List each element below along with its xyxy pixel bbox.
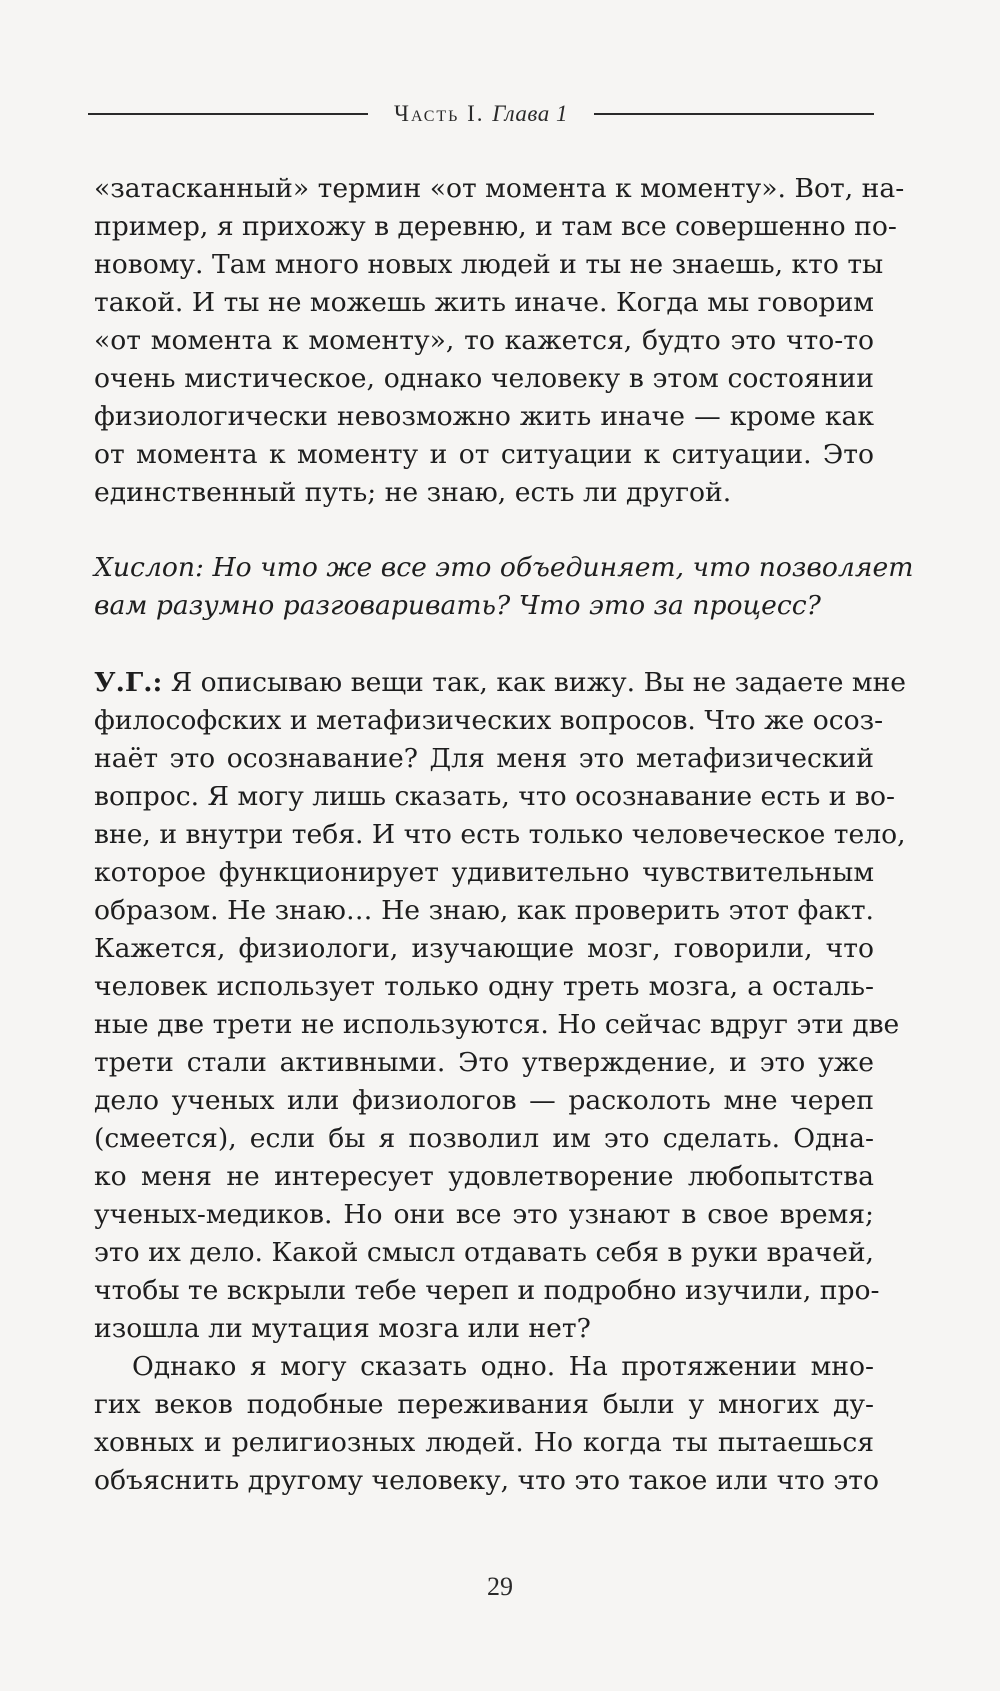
text-line: от момента к моменту и от ситуации к ситуации. Это	[94, 439, 874, 470]
header-rule-right	[594, 113, 874, 115]
speaker-label: У.Г.:	[94, 667, 163, 698]
text-line: ученых-медиков. Но они все это узнают в свое время;	[94, 1199, 874, 1230]
text-line: «от момента к моменту», то кажется, будто это что-то	[94, 325, 874, 356]
running-header	[88, 92, 874, 136]
text-line: физиологически невозможно жить иначе — кроме как	[94, 401, 874, 432]
text-line: единственный путь; не знаю, есть ли другой.	[94, 477, 732, 508]
text-line: «затасканный» термин «от момента к моменту». Вот, на-	[94, 173, 905, 204]
speaker-answer	[94, 664, 907, 1500]
header-part: Часть I.	[394, 101, 485, 126]
text-line: философских и метафизических вопросов. Что же осоз-	[94, 705, 884, 736]
page-number: 29	[487, 1572, 513, 1601]
interviewer-question	[94, 549, 914, 625]
text-line: ные две трети не используются. Но сейчас вдруг эти две	[94, 1009, 900, 1040]
text-line: образом. Не знаю… Не знаю, как проверить этот факт.	[94, 895, 874, 926]
paragraph-continuation	[94, 170, 905, 512]
text-line: пример, я прихожу в деревню, и там все совершенно по-	[94, 211, 897, 242]
text-line: объяснить другому человеку, что это такое или что это	[94, 1465, 879, 1496]
text-line: Кажется, физиологи, изучающие мозг, говорили, что	[94, 933, 874, 964]
text-line: вам разумно разговаривать? Что это за процесс?	[94, 590, 821, 621]
text-line	[94, 664, 907, 702]
text-line: вопрос. Я могу лишь сказать, что осознавание есть и во-	[94, 781, 895, 812]
text-line: ко меня не интересует удовлетворение любопытства	[94, 1161, 874, 1192]
header-chapter: Глава 1	[492, 101, 568, 126]
header-title	[368, 101, 594, 127]
text-line: вне, и внутри тебя. И что есть только человеческое тело,	[94, 819, 906, 850]
text-line: это их дело. Какой смысл отдавать себя в руки врачей,	[94, 1237, 874, 1268]
text-fragment: Я описываю вещи так, как вижу. Вы не задаете мне	[162, 667, 907, 698]
text-line: изошла ли мутация мозга или нет?	[94, 1313, 591, 1344]
text-line: новому. Там много новых людей и ты не знаешь, кто ты	[94, 249, 884, 280]
text-line: гих веков подобные переживания были у многих ду-	[94, 1389, 874, 1420]
text-line: (смеется), если бы я позволил им это сделать. Одна-	[94, 1123, 874, 1154]
text-line: очень мистическое, однако человеку в этом состоянии	[94, 363, 874, 394]
text-line: такой. И ты не можешь жить иначе. Когда мы говорим	[94, 287, 874, 318]
text-line: наёт это осознавание? Для меня это метафизический	[94, 743, 874, 774]
text-line: которое функционирует удивительно чувствительным	[94, 857, 874, 888]
text-line: человек использует только одну треть мозга, а осталь-	[94, 971, 874, 1002]
text-line: дело ученых или физиологов — расколоть мне череп	[94, 1085, 874, 1116]
text-line: ховных и религиозных людей. Но когда ты пытаешься	[94, 1427, 874, 1458]
text-line: чтобы те вскрыли тебе череп и подробно изучили, про-	[94, 1275, 880, 1306]
text-line: Однако я могу сказать одно. На протяжении мно-	[132, 1351, 874, 1382]
text-line: Хислоп: Но что же все это объединяет, что позволяет	[94, 552, 914, 583]
header-rule-left	[88, 113, 368, 115]
text-line: трети стали активными. Это утверждение, и это уже	[94, 1047, 874, 1078]
